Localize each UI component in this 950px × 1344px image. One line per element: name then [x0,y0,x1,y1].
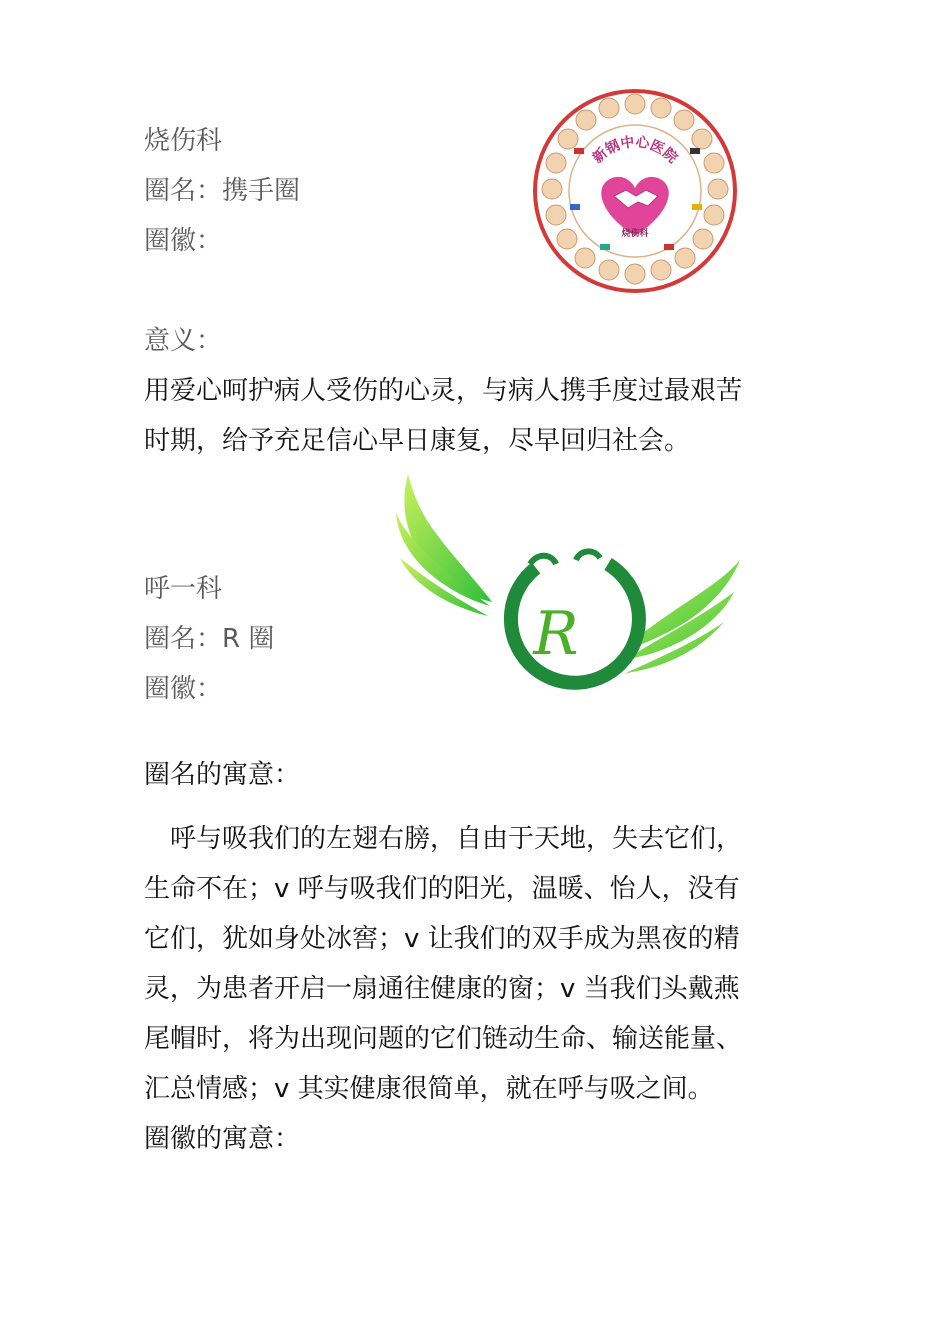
emblem-label-burn: 圈徽： [144,226,223,256]
text-line: 生命不在；v 呼与吸我们的阳光，温暖、怡人，没有 [144,874,740,904]
text-line: 用爱心呵护病人受伤的心灵，与病人携手度过最艰苦 [144,376,743,406]
emblem-center-text: 烧伤科 [621,229,649,239]
left-wing-icon [396,474,492,616]
meaning-label-burn: 意义： [144,326,223,356]
dept-title-burn: 烧伤科 [144,126,223,156]
burn-dept-emblem-logo [530,86,740,296]
emblem-label-resp: 圈徽： [144,674,223,704]
dept-title-resp: 呼一科 [144,574,223,604]
emblem-meaning-label: 圈徽的寓意： [144,1124,301,1154]
name-meaning-paragraph [144,814,824,1114]
name-meaning-label: 圈名的寓意： [144,760,301,790]
circle-name-resp: 圈名：R 圈 [144,624,275,654]
r-letter-icon: R [533,599,579,669]
text-line: 呼与吸我们的左翅右膀，自由于天地，失去它们， [144,824,743,854]
text-line: 它们，犹如身处冰窖；v 让我们的双手成为黑夜的精 [144,924,740,954]
hands-top-icon [530,551,600,564]
circle-name-burn: 圈名：携手圈 [144,176,301,206]
text-line: 尾帽时，将为出现问题的它们链动生命、输送能量、 [144,1024,743,1054]
svg-text:新钢中心医院: 新钢中心医院 [589,134,681,167]
text-line: 时期，给予充足信心早日康复，尽早回归社会。 [144,426,691,456]
text-line: 灵，为患者开启一扇通往健康的窗；v 当我们头戴燕 [144,974,740,1004]
respiratory-dept-emblem-logo [388,472,748,704]
text-line: 汇总情感；v 其实健康很简单，就在呼与吸之间。 [144,1074,714,1104]
meaning-paragraph-burn [144,366,824,466]
